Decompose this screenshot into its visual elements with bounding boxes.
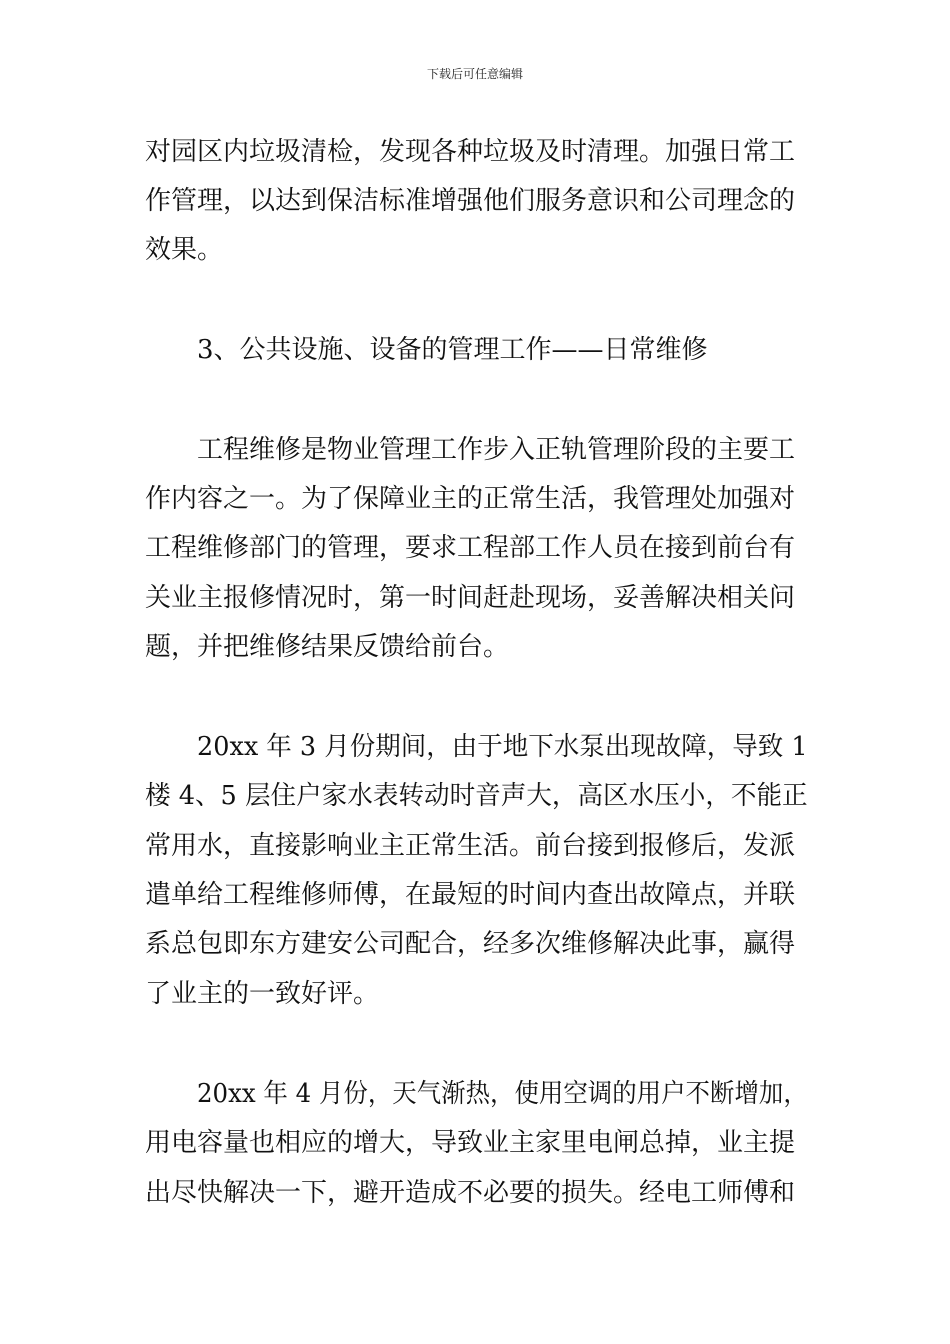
page-header: 下载后可任意编辑 — [426, 67, 523, 81]
text-line: 效果。 — [145, 235, 224, 265]
text-line: 题，并把维修结果反馈给前台。 — [145, 632, 510, 662]
text-line: 工程维修部门的管理，要求工程部工作人员在接到前台有 — [145, 533, 796, 563]
text-line: 作管理，以达到保洁标准增强他们服务意识和公司理念的 — [145, 186, 796, 216]
text-line: 20xx 年 4 月份，天气渐热，使用空调的用户不断增加， — [197, 1079, 808, 1109]
text-line: 关业主报修情况时，第一时间赶赴现场，妥善解决相关问 — [145, 583, 796, 613]
text-line: 楼 4、5 层住户家水表转动时音声大，高区水压小，不能正 — [145, 781, 808, 811]
text-line: 系总包即东方建安公司配合，经多次维修解决此事，赢得 — [145, 929, 796, 959]
text-line: 用电容量也相应的增大，导致业主家里电闸总掉，业主提 — [145, 1128, 796, 1158]
text-line: 了业主的一致好评。 — [145, 979, 380, 1009]
text-line: 工程维修是物业管理工作步入正轨管理阶段的主要工 — [197, 435, 796, 465]
text-line: 出尽快解决一下，避开造成不必要的损失。经电工师傅和 — [145, 1178, 796, 1208]
text-line: 对园区内垃圾清检，发现各种垃圾及时清理。加强日常工 — [145, 137, 796, 167]
text-line: 20xx 年 3 月份期间，由于地下水泵出现故障，导致 1 — [197, 732, 808, 762]
text-line: 遣单给工程维修师傅，在最短的时间内查出故障点，并联 — [145, 880, 796, 910]
text-line: 常用水，直接影响业主正常生活。前台接到报修后，发派 — [145, 831, 796, 861]
section-heading: 3、公共设施、设备的管理工作——日常维修 — [197, 335, 708, 365]
text-line: 作内容之一。为了保障业主的正常生活，我管理处加强对 — [145, 484, 796, 514]
